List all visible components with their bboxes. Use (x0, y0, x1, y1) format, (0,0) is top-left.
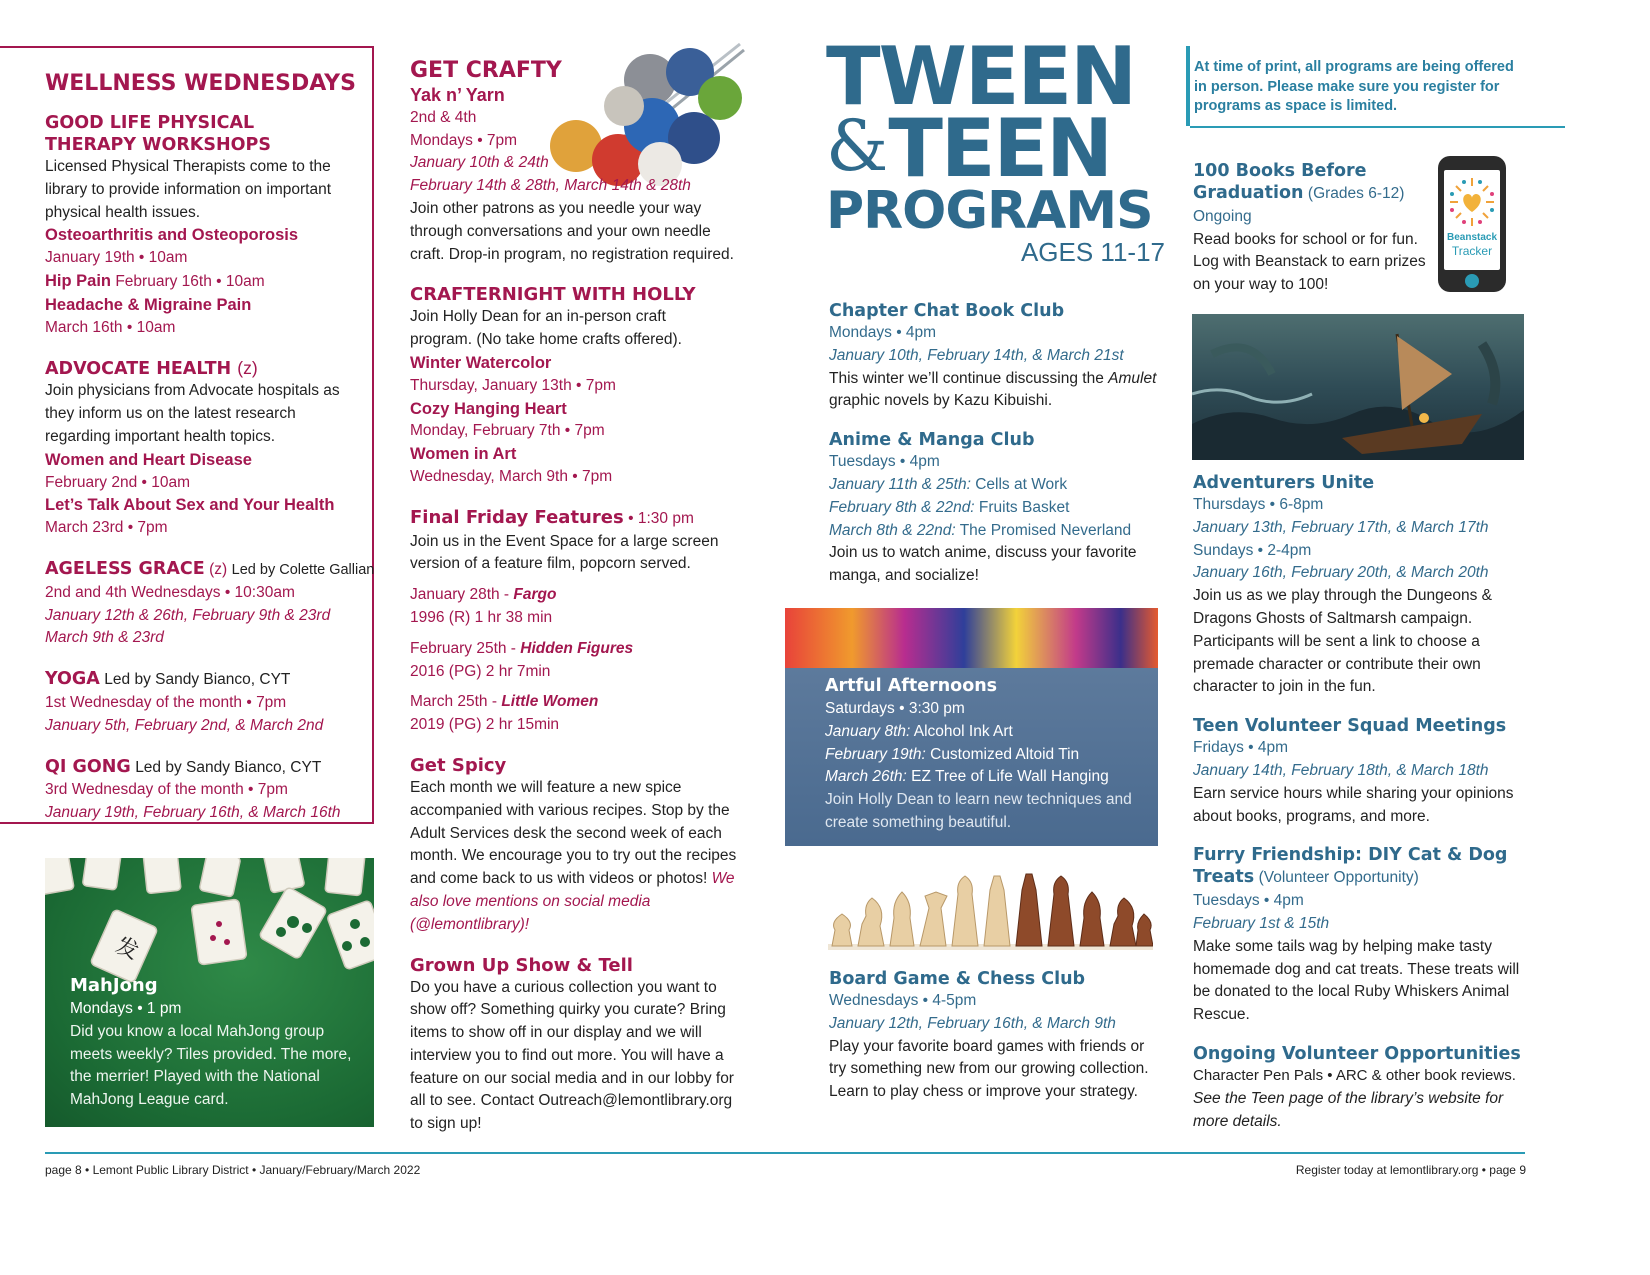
watercolor-title: Winter Watercolor (410, 353, 552, 372)
yarn-when1: 2nd & 4th (410, 108, 477, 126)
footer-rule (45, 1152, 1525, 1154)
artful-s3: EZ Tree of Life Wall Hanging (906, 768, 1109, 786)
wellness-column (45, 70, 375, 825)
yoga-title: YOGA (45, 669, 100, 690)
artful-s1: Alcohol Ink Art (910, 722, 1013, 740)
beanstack-logo-icon (1444, 174, 1500, 234)
artful-s2: Customized Altoid Tin (925, 745, 1080, 763)
yoga-led: Led by Sandy Bianco, CYT (104, 671, 291, 689)
artful-d2: February 19th: (825, 745, 926, 763)
film2-date: February 25th - (410, 639, 521, 657)
adventurers-dates1: January 13th, February 17th, & March 17th (1193, 518, 1489, 536)
yoga-dates: January 5th, February 2nd, & March 2nd (45, 716, 324, 734)
footer-left: page 8 • Lemont Public Library District • January/February/March 2022 (45, 1163, 421, 1177)
friday-time: • 1:30 pm (628, 509, 694, 527)
anime-s2: Fruits Basket (974, 498, 1070, 516)
books-grades: (Grades 6-12) (1307, 185, 1405, 202)
adventurers-desc: Join us as we play through the Dungeons & Dragons Ghosts of Saltmarsh campaign. Participants will be sent a link to choose a premade character or contribute their own character to join in the fun. (1193, 587, 1492, 696)
squad-title: Teen Volunteer Squad Meetings (1193, 716, 1507, 737)
film1-date: January 28th - (410, 586, 514, 604)
books-desc: Read books for school or for fun. Log with Beanstack to earn prizes on your way to 100! (1193, 230, 1426, 294)
ongoing-more: See the Teen page of the library’s website for more details. (1193, 1089, 1504, 1130)
anime-d2: February 8th & 22nd: (829, 498, 975, 516)
women-art-title: Women in Art (410, 445, 517, 464)
header-tween: TWEEN (826, 30, 1136, 123)
yarn-dates1: January 10th & 24th (410, 154, 549, 172)
adventurers-dates2: January 16th, February 20th, & March 20th (1193, 564, 1489, 582)
chess-when: Wednesdays • 4-5pm (829, 992, 977, 1009)
chess-pieces-image (828, 868, 1153, 953)
film2-name: Hidden Figures (520, 639, 634, 657)
advocate-z: (z) (237, 358, 258, 379)
squad-dates: January 14th, February 18th, & March 18th (1193, 761, 1489, 779)
artful-d3: March 26th: (825, 768, 907, 786)
show-tell-title: Grown Up Show & Tell (410, 954, 633, 976)
beanstack-label1: Beanstack (1446, 232, 1498, 243)
anime-d3: March 8th & 22nd: (829, 521, 956, 539)
anime-when: Tuesdays • 4pm (829, 453, 940, 471)
chapter-desc-italic: Amulet (1108, 369, 1157, 387)
chess-desc: Play your favorite board games with friends or try something new from our growing collection. Learn to play chess or improve your strategy. (829, 1037, 1149, 1101)
crafternight-title: CRAFTERNIGHT WITH HOLLY (410, 284, 696, 306)
cozy-heart-date: Monday, February 7th • 7pm (410, 422, 605, 440)
mahjong-title: MahJong (70, 975, 158, 996)
osteo-title: Osteoarthritis and Osteoporosis (45, 226, 299, 245)
qigong-led: Led by Sandy Bianco, CYT (135, 758, 322, 776)
ageless-title: AGELESS GRACE (45, 558, 205, 579)
beanstack-label2: Tracker (1451, 244, 1493, 258)
adventurers-when1: Thursdays • 6-8pm (1193, 496, 1324, 513)
furry-volunteer: (Volunteer Opportunity) (1258, 869, 1419, 887)
artful-d1: January 8th: (825, 722, 911, 740)
adventurers-title: Adventurers Unite (1193, 473, 1375, 493)
books-title1: 100 Books Before (1193, 161, 1367, 181)
anime-d1: January 11th & 25th: (829, 475, 971, 493)
sex-title: Let’s Talk About Sex and Your Health (45, 496, 335, 515)
friday-desc: Join us in the Event Space for a large screen version of a feature film, popcorn served. (410, 532, 719, 573)
headache-title: Headache & Migraine Pain (45, 295, 252, 314)
spicy-social: We also love mentions on social media (@lemontlibrary)! (410, 870, 735, 933)
dungeons-dragons-image (1192, 314, 1524, 460)
friday-title: Final Friday Features (410, 506, 624, 528)
artful-when: Saturdays • 3:30 pm (825, 700, 965, 717)
hip-date: February 16th • 10am (115, 272, 265, 290)
heart-date: February 2nd • 10am (45, 473, 191, 491)
ageless-z: (z) (209, 560, 228, 578)
wellness-title: WELLNESS WEDNESDAYS (45, 71, 356, 96)
anime-s1: Cells at Work (970, 475, 1068, 493)
spicy-desc: Each month we will feature a new spice accompanied with various recipes. Stop by the Adult Services desk the second week of each month. We encourage you to try out the recipes and come back to us with videos or photos! (410, 778, 737, 888)
artful-desc: Join Holly Dean to learn new techniques and create something beautiful. (825, 791, 1132, 831)
tween-column (829, 300, 1159, 588)
ageless-dates: January 12th & 26th, February 9th & 23rd March 9th & 23rd (45, 606, 331, 647)
yarn-when2: Mondays • 7pm (410, 131, 518, 149)
furry-title1: Furry Friendship: DIY Cat & Dog (1193, 845, 1508, 866)
chapter-desc1: This winter we’ll continue discussing the (829, 369, 1109, 387)
furry-title2: Treats (1193, 867, 1255, 888)
artful-title: Artful Afternoons (825, 676, 998, 696)
chapter-title: Chapter Chat Book Club (829, 301, 1065, 321)
beanstack-phone-icon (1438, 156, 1506, 292)
spicy-title: Get Spicy (410, 754, 507, 776)
mahjong-when: Mondays • 1 pm (70, 1000, 182, 1017)
notice-text: At time of print, all programs are being offered in person. Please make sure you register for programs as space is limited. (1194, 59, 1514, 114)
furry-when: Tuesdays • 4pm (1193, 892, 1304, 910)
goodlife-desc: Licensed Physical Therapists come to the library to provide information on important physical health issues. (45, 158, 332, 221)
hip-title: Hip Pain (45, 271, 112, 290)
anime-s3: The Promised Neverland (955, 521, 1132, 539)
film3-info: 2019 (PG) 2 hr 15min (410, 716, 560, 734)
adventurers-when2: Sundays • 2-4pm (1193, 541, 1312, 559)
women-art-date: Wednesday, March 9th • 7pm (410, 467, 613, 485)
sex-date: March 23rd • 7pm (45, 519, 168, 537)
alcohol-ink-image (785, 608, 1158, 668)
squad-when: Fridays • 4pm (1193, 739, 1289, 757)
furry-desc: Make some tails wag by helping make tasty homemade dog and cat treats. These treats will be donated to the local Ruby Whiskers Animal Rescue. (1193, 937, 1520, 1024)
artful-panel (785, 608, 1158, 846)
film1-info: 1996 (R) 1 hr 38 min (410, 608, 553, 626)
header-ages: AGES 11-17 (1020, 237, 1165, 267)
right-column (1193, 472, 1528, 1133)
watercolor-date: Thursday, January 13th • 7pm (410, 376, 616, 394)
film3-date: March 25th - (410, 693, 502, 711)
header-ampersand: & (826, 105, 889, 187)
qigong-when: 3rd Wednesday of the month • 7pm (45, 781, 288, 799)
chapter-dates: January 10th, February 14th, & March 21st (829, 346, 1124, 364)
footer-right: Register today at lemontlibrary.org • page 9 (1295, 1163, 1526, 1177)
chapter-when: Mondays • 4pm (829, 324, 937, 341)
ageless-when: 2nd and 4th Wednesdays • 10:30am (45, 583, 295, 601)
mahjong-desc: Did you know a local MahJong group meets weekly? Tiles provided. The more, the merrier! Played with the National MahJong League card. (70, 1022, 352, 1109)
chess-title: Board Game & Chess Club (829, 969, 1086, 989)
yarn-desc: Join other patrons as you needle your way through conversations and your own needle craft. Drop-in program, no registration required. (410, 199, 734, 263)
yarn-dates2: February 14th & 28th, March 14th & 28th (410, 177, 691, 195)
headache-date: March 16th • 10am (45, 318, 176, 336)
svg-text:发: 发 (111, 933, 143, 965)
books-when: Ongoing (1193, 207, 1252, 225)
crafty-title: GET CRAFTY (410, 58, 562, 83)
ongoing-desc: Character Pen Pals • ARC & other book reviews. (1193, 1066, 1516, 1084)
middle-column (410, 58, 740, 1136)
header-programs: PROGRAMS (826, 181, 1153, 241)
notice-divider (1186, 46, 1190, 126)
furry-dates: February 1st & 15th (1193, 914, 1330, 932)
header-teen: TEEN (888, 102, 1112, 195)
yoga-when: 1st Wednesday of the month • 7pm (45, 693, 287, 711)
heart-title: Women and Heart Disease (45, 450, 252, 469)
advocate-desc: Join physicians from Advocate hospitals as they inform us on the latest research regarding important health topics. (45, 382, 340, 445)
tween-teen-header (826, 30, 1171, 267)
film3-name: Little Women (501, 693, 599, 711)
chapter-desc2: graphic novels by Kazu Kibuishi. (829, 392, 1053, 410)
notice-rule (1190, 126, 1565, 128)
books-title2: Graduation (1193, 183, 1304, 203)
crafternight-desc: Join Holly Dean for an in-person craft program. (No take home crafts offered). (410, 308, 682, 349)
show-tell-desc: Do you have a curious collection you want to show off? Something quirky you curate? Bring items to show off in our display and we will interview you to find out more. You will have a feature on our social media and in our lobby for all to see. Contact Outreach@lemontlibrary.org to sign up! (410, 978, 734, 1133)
squad-desc: Earn service hours while sharing your opinions about books, programs, and more. (1193, 784, 1514, 825)
yarn-title: Yak n’ Yarn (410, 85, 505, 105)
qigong-dates: January 19th, February 16th, & March 16th (45, 804, 341, 822)
film1-name: Fargo (513, 586, 557, 604)
qigong-title: QI GONG (45, 756, 131, 777)
anime-desc: Join us to watch anime, discuss your favorite manga, and socialize! (829, 544, 1137, 585)
mahjong-panel (45, 858, 374, 1127)
ageless-led: Led by Colette Gallian (231, 561, 375, 578)
chess-section (829, 968, 1164, 1104)
osteo-date: January 19th • 10am (45, 249, 188, 267)
ongoing-title: Ongoing Volunteer Opportunities (1193, 1043, 1521, 1064)
anime-title: Anime & Manga Club (829, 430, 1035, 451)
books-section (1193, 160, 1443, 297)
film2-info: 2016 (PG) 2 hr 7min (410, 662, 551, 680)
cozy-heart-title: Cozy Hanging Heart (410, 399, 567, 418)
goodlife-title: GOOD LIFE PHYSICAL THERAPY WORKSHOPS (45, 113, 271, 155)
chess-dates: January 12th, February 16th, & March 9th (829, 1014, 1116, 1032)
advocate-title: ADVOCATE HEALTH (45, 359, 232, 380)
